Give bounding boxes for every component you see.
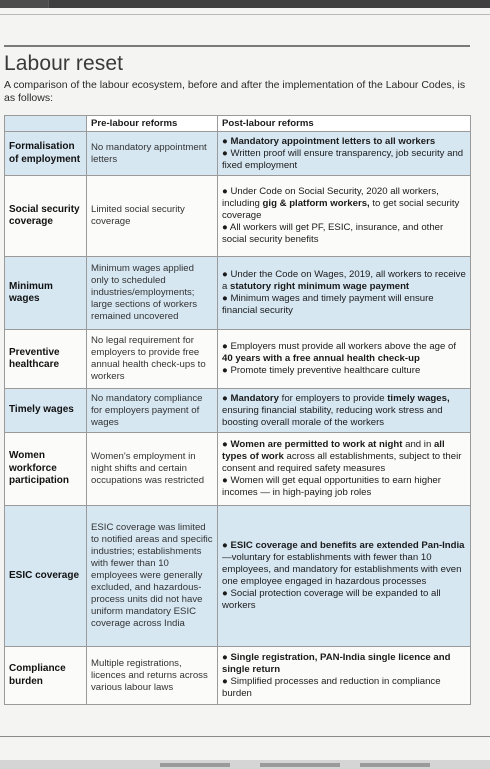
pre-reform-cell: Minimum wages applied only to scheduled industries/employments; large sections of workers remained uncovered — [87, 257, 218, 330]
post-reform-point — [222, 148, 466, 172]
text-run: ● Employers must provide all workers above the age of — [222, 341, 457, 352]
text-run: ● Written proof will ensure transparency, job security and fixed employment — [222, 147, 464, 171]
text-run: ● Simplified processes and reduction in compliance burden — [222, 675, 441, 699]
post-reform-point — [222, 439, 466, 475]
post-reform-point — [222, 341, 466, 365]
row-category: Women workforce participation — [5, 433, 87, 506]
table-row — [5, 433, 471, 506]
intro-text: A comparison of the labour ecosystem, before and after the implementation of the Labour Codes, is as follows: — [4, 79, 466, 104]
post-reform-cell — [218, 132, 471, 176]
bold-text-run: Mandatory — [230, 392, 279, 404]
top-divider — [0, 14, 490, 15]
text-run: ● Under Code on Social Security, 2020 all workers, including — [222, 186, 439, 209]
text-run: ● Women will get equal opportunities to earn higher incomes — in high-paying job roles — [222, 475, 441, 498]
post-reform-cell — [218, 389, 471, 433]
cropped-text-fragment — [160, 763, 230, 767]
post-reform-point — [222, 293, 466, 317]
post-reform-point — [222, 393, 466, 429]
post-reform-point — [222, 365, 466, 377]
pre-reform-cell: No mandatory appointment letters — [87, 132, 218, 176]
post-reform-point — [222, 652, 466, 676]
text-run: ● — [222, 540, 231, 551]
post-reform-point — [222, 136, 466, 148]
bold-text-run: Women are permitted to work at night — [230, 439, 403, 450]
bottom-divider — [0, 736, 490, 737]
text-run: ● Under the Code on Wages, 2019, all workers to receive a — [222, 269, 466, 292]
header-corner-cell — [5, 116, 87, 132]
table-row — [5, 389, 471, 433]
pre-reform-cell: No legal requirement for employers to provide free annual health check-ups to workers — [87, 330, 218, 389]
text-run: and in — [402, 439, 434, 450]
post-reform-cell — [218, 330, 471, 389]
text-run: across all establishments, subject to their consent and required safety measures — [222, 451, 462, 474]
heading-rule — [4, 45, 470, 47]
bold-text-run: 40 years with a free annual health check-up — [222, 353, 420, 364]
post-reform-cell — [218, 647, 471, 705]
pre-reform-cell: No mandatory compliance for employers payment of wages — [87, 389, 218, 433]
post-reform-point — [222, 676, 466, 700]
table-row — [5, 257, 471, 330]
text-run: to get social security coverage — [222, 198, 460, 221]
post-reform-point — [222, 588, 466, 612]
table-row — [5, 647, 471, 705]
row-category: Preventive healthcare — [5, 330, 87, 389]
post-reform-cell — [218, 433, 471, 506]
text-run: ● — [222, 439, 231, 450]
table-row — [5, 176, 471, 257]
text-run: for employers to provide — [278, 392, 388, 404]
row-category: Social security coverage — [5, 176, 87, 257]
cropped-text-fragment — [360, 763, 430, 767]
text-run: —voluntary for establishments with fewer than 10 employees, and mandatory for establishments with even one employee engaged in hazardous processes — [222, 552, 462, 587]
comparison-table — [4, 115, 471, 705]
text-run: ● Promote timely preventive healthcare culture — [222, 365, 421, 376]
article-heading: Labour reset — [4, 52, 124, 75]
text-run: ● — [222, 135, 231, 147]
row-category: Formalisation of employment — [5, 132, 87, 176]
text-run: ensuring financial stability, reducing work stress and boosting overall morale of the workers — [222, 404, 443, 428]
post-reform-point — [222, 186, 466, 222]
text-run: ● All workers will get PF, ESIC, insurance, and other social security benefits — [222, 222, 444, 245]
post-reform-point — [222, 222, 466, 246]
pre-reform-cell: Multiple registrations, licences and returns across various labour laws — [87, 647, 218, 705]
bold-text-run: ESIC coverage and benefits are extended Pan-India — [230, 540, 465, 551]
text-run: ● — [222, 392, 231, 404]
post-reform-point — [222, 269, 466, 293]
post-reform-point — [222, 540, 466, 588]
row-category: Minimum wages — [5, 257, 87, 330]
bold-text-run: all types of work — [222, 439, 445, 462]
bold-text-run: timely wages, — [387, 392, 450, 404]
cropped-footer-strip — [0, 760, 490, 769]
pre-reform-cell: Women's employment in night shifts and certain occupations was restricted — [87, 433, 218, 506]
post-reform-cell — [218, 506, 471, 647]
post-reform-cell — [218, 176, 471, 257]
row-category: Timely wages — [5, 389, 87, 433]
bold-text-run: Mandatory appointment letters to all workers — [230, 135, 436, 147]
table-row — [5, 330, 471, 389]
pre-reform-cell: ESIC coverage was limited to notified areas and specific industries; establishments with fewer than 10 employees were generally excluded, and hazardous-process units did not have uniform mandatory ESIC coverage across India — [87, 506, 218, 647]
bold-text-run: Single registration, PAN-India single licence and single return — [222, 651, 451, 675]
post-reform-cell — [218, 257, 471, 330]
table-body — [5, 132, 471, 705]
top-dark-bar — [0, 0, 490, 8]
cropped-text-fragment — [260, 763, 340, 767]
row-category: ESIC coverage — [5, 506, 87, 647]
text-run: ● Social protection coverage will be expanded to all workers — [222, 588, 441, 611]
pre-reform-cell: Limited social security coverage — [87, 176, 218, 257]
top-bar-tab — [0, 0, 49, 8]
bold-text-run: statutory right minimum wage payment — [230, 281, 410, 292]
text-run: ● — [222, 651, 231, 663]
row-category: Compliance burden — [5, 647, 87, 705]
bold-text-run: gig & platform workers, — [262, 198, 370, 209]
table-row — [5, 506, 471, 647]
column-header-pre: Pre-labour reforms — [87, 116, 218, 132]
text-run: ● Minimum wages and timely payment will ensure financial security — [222, 293, 434, 316]
table-row — [5, 132, 471, 176]
post-reform-point — [222, 475, 466, 499]
column-header-post: Post-labour reforms — [218, 116, 471, 132]
